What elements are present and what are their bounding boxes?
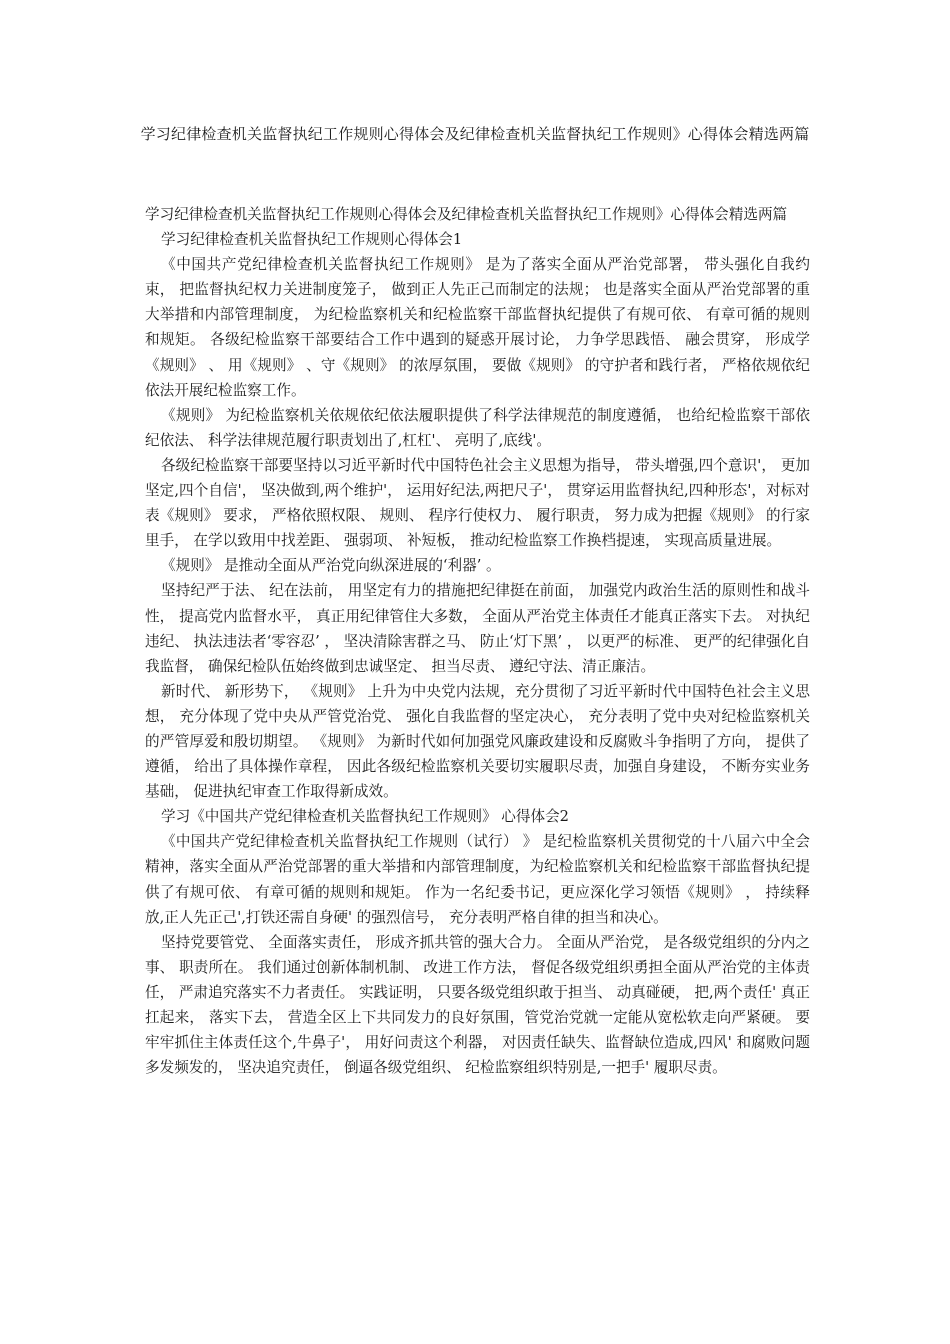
paragraph: 《规则》 是推动全面从严治党向纵深进展的‘利器’ 。 [161,557,501,575]
paragraph: 坚持党要管党、 全面落实责任， 形成齐抓共管的强大合力。 全面从严治党， 是各级党组织的分内之事、 职责所在。 我们通过创新体制机制、 改进工作方法， 督促各级党组织勇担全面从严治党的主体责任， 严肃追究落实不力者责任。 实践证明， 只要各级党组织敢于担当、 动真碰硬， 把,两个责任' 真正扛起来， 落实下去， 营造全区上下共同发力的良好氛围，管党治党就一定能从宽松软走向严紧硬。 要牢牢抓住主体责任这个,牛鼻子'， 用好问责这个利器， 对因责任缺失、监督缺位造成,四风' 和腐败问题多发频发的， 坚决追究责任， 倒逼各级党组织、 纪检监察组织特别是,一把手' 履职尽责。 [145,933,810,1077]
body-heading: 学习纪律检查机关监督执纪工作规则心得体会及纪律检查机关监督执纪工作规则》心得体会精选两篇 [145,206,788,223]
paragraph: 《中国共产党纪律检查机关监督执纪工作规则》 是为了落实全面从严治党部署， 带头强化自我约束， 把监督执纪权力关进制度笼子， 做到正人先正己而制定的法规； 也是落实全面从严治党部署的重大举措和内部管理制度， 为纪检监察机关和纪检监察干部监督执纪提供了有规可依、 有章可循的规则和规矩。 各级纪检监察干部要结合工作中遇到的疑惑开展讨论， 力争学思践悟、 融会贯穿， 形成学《规则》 、 用《规则》 、守《规则》 的浓厚氛围， 要做《规则》 的守护者和践行者， 严格依规依纪依法开展纪检监察工作。 [145,256,810,399]
document-title: 学习纪律检查机关监督执纪工作规则心得体会及纪律检查机关监督执纪工作规则》心得体会精选两篇 [140,125,810,143]
paragraph: 新时代、 新形势下， 《规则》 上升为中央党内法规，充分贯彻了习近平新时代中国特色社会主义思想， 充分体现了党中央从严管党治党、 强化自我监督的坚定决心， 充分表明了党中央对纪检监察机关的严管厚爱和殷切期望。 《规则》 为新时代如何加强党风廉政建设和反腐败斗争指明了方向， 提供了遵循， 给出了具体操作章程， 因此各级纪检监察机关要切实履职尽责，加强自身建设， 不断夯实业务基础， 促进执纪审查工作取得新成效。 [145,682,810,801]
section-heading-2: 学习《中国共产党纪律检查机关监督执纪工作规则》 心得体会2 [161,808,569,826]
paragraph: 《中国共产党纪律检查机关监督执纪工作规则（试行） 》 是纪检监察机关贯彻党的十八届六中全会精神，落实全面从严治党部署的重大举措和内部管理制度，为纪检监察机关和纪检监察干部监督执纪提供了有规可依、 有章可循的规则和规矩。 作为一名纪委书记，更应深化学习领悟《规则》 ， 持续释放,正人先正己',打铁还需自身硬' 的强烈信号， 充分表明严格自律的担当和决心。 [145,833,810,926]
section-heading-1: 学习纪律检查机关监督执纪工作规则心得体会1 [161,231,463,249]
paragraph: 各级纪检监察干部要坚持以习近平新时代中国特色社会主义思想为指导， 带头增强,四个意识'， 更加坚定,四个自信'， 坚决做到,两个维护'， 运用好纪法,两把尺子'， 贯穿运用监督执纪,四种形态'，对标对表《规则》 要求， 严格依照权限、 规则、 程序行使权力、 履行职责， 努力成为把握《规则》 的行家里手， 在学以致用中找差距、 强弱项、 补短板， 推动纪检监察工作换档提速， 实现高质量进展。 [145,456,810,550]
paragraph: 坚持纪严于法、 纪在法前， 用坚定有力的措施把纪律挺在前面， 加强党内政治生活的原则性和战斗性， 提高党内监督水平， 真正用纪律管住大多数， 全面从严治党主体责任才能真正落实下去。 对执纪违纪、 执法违法者‘零容忍’ ， 坚决清除害群之马、 防止‘灯下黑’ ， 以更严的标准、 更严的纪律强化自我监督， 确保纪检队伍始终做到忠诚坚定、 担当尽责、 遵纪守法、清正廉洁。 [145,582,810,675]
paragraph: 《规则》 为纪检监察机关依规依纪依法履职提供了科学法律规范的制度遵循， 也给纪检监察干部依纪依法、 科学法律规范履行职责划出了,杠杠'、 亮明了,底线'。 [145,406,810,449]
document-body [145,202,810,1080]
